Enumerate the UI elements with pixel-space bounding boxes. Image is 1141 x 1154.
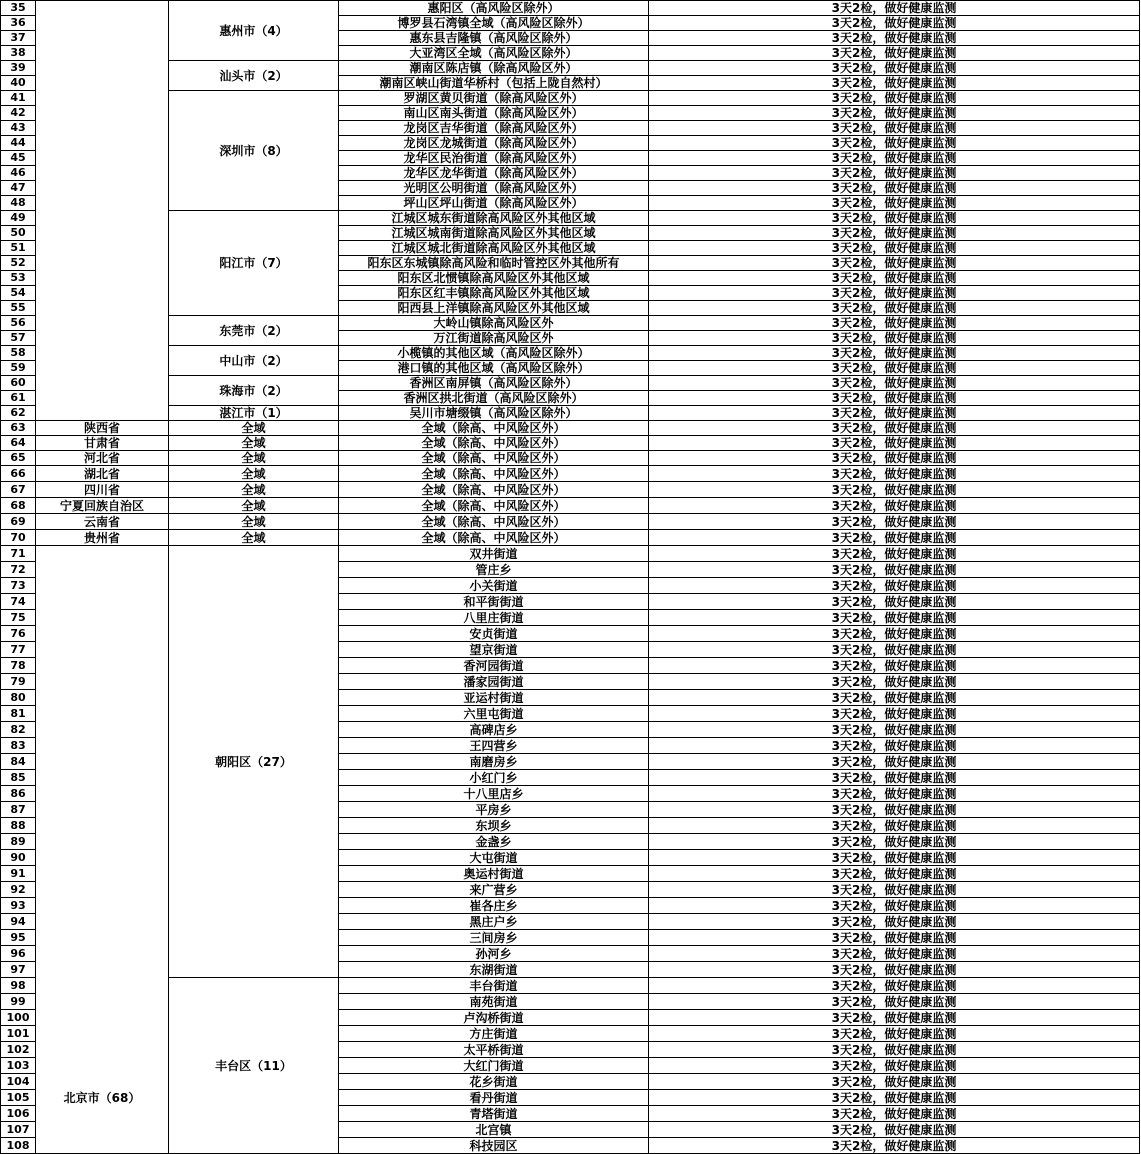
row-number: 84 bbox=[1, 754, 36, 770]
area-cell: 看丹街道 bbox=[339, 1090, 649, 1106]
policy-cell: 3天2检，做好健康监测 bbox=[649, 626, 1140, 642]
policy-cell: 3天2检，做好健康监测 bbox=[649, 1090, 1140, 1106]
area-cell: 全域（除高、中风险区外） bbox=[339, 436, 649, 451]
city-cell: 全域 bbox=[169, 482, 339, 498]
row-number: 76 bbox=[1, 626, 36, 642]
policy-cell: 3天2检，做好健康监测 bbox=[649, 91, 1140, 106]
table-row[interactable] bbox=[1, 1, 1140, 16]
table-row[interactable] bbox=[1, 91, 1140, 106]
policy-cell: 3天2检，做好健康监测 bbox=[649, 738, 1140, 754]
row-number: 65 bbox=[1, 451, 36, 466]
policy-cell: 3天2检，做好健康监测 bbox=[649, 802, 1140, 818]
row-number: 69 bbox=[1, 514, 36, 530]
row-number: 92 bbox=[1, 882, 36, 898]
policy-cell: 3天2检，做好健康监测 bbox=[649, 722, 1140, 738]
city-cell: 珠海市（2） bbox=[169, 376, 339, 406]
policy-cell: 3天2检，做好健康监测 bbox=[649, 594, 1140, 610]
policy-cell: 3天2检，做好健康监测 bbox=[649, 136, 1140, 151]
row-number: 68 bbox=[1, 498, 36, 514]
policy-cell: 3天2检，做好健康监测 bbox=[649, 181, 1140, 196]
row-number: 67 bbox=[1, 482, 36, 498]
table-row[interactable] bbox=[1, 316, 1140, 331]
policy-cell: 3天2检，做好健康监测 bbox=[649, 930, 1140, 946]
province-cell: 云南省 bbox=[36, 514, 169, 530]
area-cell: 金盏乡 bbox=[339, 834, 649, 850]
area-cell: 大屯街道 bbox=[339, 850, 649, 866]
city-cell: 阳江市（7） bbox=[169, 211, 339, 316]
policy-cell: 3天2检，做好健康监测 bbox=[649, 1122, 1140, 1138]
city-cell: 朝阳区（27） bbox=[169, 546, 339, 978]
area-cell: 大岭山镇除高风险区外 bbox=[339, 316, 649, 331]
row-number: 82 bbox=[1, 722, 36, 738]
row-number: 61 bbox=[1, 391, 36, 406]
area-cell: 八里庄街道 bbox=[339, 610, 649, 626]
area-cell: 和平街街道 bbox=[339, 594, 649, 610]
policy-cell: 3天2检，做好健康监测 bbox=[649, 1074, 1140, 1090]
city-cell: 全域 bbox=[169, 530, 339, 546]
area-cell: 南山区南头街道（除高风险区外） bbox=[339, 106, 649, 121]
area-cell: 青塔街道 bbox=[339, 1106, 649, 1122]
row-number: 41 bbox=[1, 91, 36, 106]
table-row[interactable] bbox=[1, 482, 1140, 498]
row-number: 94 bbox=[1, 914, 36, 930]
area-cell: 大亚湾区全域（高风险区除外） bbox=[339, 46, 649, 61]
area-cell: 小榄镇的其他区域（高风险区除外） bbox=[339, 346, 649, 361]
area-cell: 博罗县石湾镇全域（高风险区除外） bbox=[339, 16, 649, 31]
policy-cell: 3天2检，做好健康监测 bbox=[649, 226, 1140, 241]
policy-cell: 3天2检，做好健康监测 bbox=[649, 106, 1140, 121]
area-cell: 东湖街道 bbox=[339, 962, 649, 978]
table-row[interactable] bbox=[1, 451, 1140, 466]
area-cell: 吴川市塘缀镇（高风险区除外） bbox=[339, 406, 649, 421]
row-number: 95 bbox=[1, 930, 36, 946]
policy-cell: 3天2检，做好健康监测 bbox=[649, 786, 1140, 802]
row-number: 50 bbox=[1, 226, 36, 241]
row-number: 96 bbox=[1, 946, 36, 962]
row-number: 39 bbox=[1, 61, 36, 76]
row-number: 85 bbox=[1, 770, 36, 786]
province-cell: 宁夏回族自治区 bbox=[36, 498, 169, 514]
table-row[interactable] bbox=[1, 421, 1140, 436]
row-number: 83 bbox=[1, 738, 36, 754]
city-cell: 全域 bbox=[169, 514, 339, 530]
row-number: 43 bbox=[1, 121, 36, 136]
area-cell: 崔各庄乡 bbox=[339, 898, 649, 914]
row-number: 47 bbox=[1, 181, 36, 196]
area-cell: 小关街道 bbox=[339, 578, 649, 594]
row-number: 74 bbox=[1, 594, 36, 610]
row-number: 81 bbox=[1, 706, 36, 722]
row-number: 62 bbox=[1, 406, 36, 421]
area-cell: 王四营乡 bbox=[339, 738, 649, 754]
area-cell: 龙华区龙华街道（除高风险区外） bbox=[339, 166, 649, 181]
area-cell: 北宫镇 bbox=[339, 1122, 649, 1138]
policy-cell: 3天2检，做好健康监测 bbox=[649, 978, 1140, 994]
area-cell: 管庄乡 bbox=[339, 562, 649, 578]
area-cell: 南磨房乡 bbox=[339, 754, 649, 770]
area-cell: 惠东县吉隆镇（高风险区除外） bbox=[339, 31, 649, 46]
row-number: 60 bbox=[1, 376, 36, 391]
city-cell: 全域 bbox=[169, 498, 339, 514]
area-cell: 香洲区南屏镇（高风险区除外） bbox=[339, 376, 649, 391]
row-number: 45 bbox=[1, 151, 36, 166]
area-cell: 全域（除高、中风险区外） bbox=[339, 421, 649, 436]
area-cell: 阳东区东城镇除高风险和临时管控区外其他所有 bbox=[339, 256, 649, 271]
policy-cell: 3天2检，做好健康监测 bbox=[649, 962, 1140, 978]
row-number: 59 bbox=[1, 361, 36, 376]
policy-cell: 3天2检，做好健康监测 bbox=[649, 421, 1140, 436]
policy-cell: 3天2检，做好健康监测 bbox=[649, 546, 1140, 562]
policy-cell: 3天2检，做好健康监测 bbox=[649, 994, 1140, 1010]
row-number: 52 bbox=[1, 256, 36, 271]
city-cell: 湛江市（1） bbox=[169, 406, 339, 421]
area-cell: 花乡街道 bbox=[339, 1074, 649, 1090]
city-cell: 东莞市（2） bbox=[169, 316, 339, 346]
policy-cell: 3天2检，做好健康监测 bbox=[649, 271, 1140, 286]
policy-cell: 3天2检，做好健康监测 bbox=[649, 482, 1140, 498]
policy-cell: 3天2检，做好健康监测 bbox=[649, 1106, 1140, 1122]
area-cell: 全域（除高、中风险区外） bbox=[339, 451, 649, 466]
table-row[interactable] bbox=[1, 406, 1140, 421]
row-number: 87 bbox=[1, 802, 36, 818]
policy-cell: 3天2检，做好健康监测 bbox=[649, 674, 1140, 690]
policy-cell: 3天2检，做好健康监测 bbox=[649, 882, 1140, 898]
policy-cell: 3天2检，做好健康监测 bbox=[649, 530, 1140, 546]
area-cell: 龙岗区吉华街道（除高风险区外） bbox=[339, 121, 649, 136]
policy-cell: 3天2检，做好健康监测 bbox=[649, 61, 1140, 76]
city-cell: 深圳市（8） bbox=[169, 91, 339, 211]
policy-cell: 3天2检，做好健康监测 bbox=[649, 770, 1140, 786]
policy-cell: 3天2检，做好健康监测 bbox=[649, 818, 1140, 834]
row-number: 75 bbox=[1, 610, 36, 626]
policy-cell: 3天2检，做好健康监测 bbox=[649, 610, 1140, 626]
area-cell: 科技园区 bbox=[339, 1138, 649, 1154]
city-cell: 全域 bbox=[169, 436, 339, 451]
policy-cell: 3天2检，做好健康监测 bbox=[649, 31, 1140, 46]
policy-cell: 3天2检，做好健康监测 bbox=[649, 562, 1140, 578]
area-cell: 高碑店乡 bbox=[339, 722, 649, 738]
policy-cell: 3天2检，做好健康监测 bbox=[649, 301, 1140, 316]
city-cell: 全域 bbox=[169, 421, 339, 436]
row-number: 54 bbox=[1, 286, 36, 301]
area-cell: 卢沟桥街道 bbox=[339, 1010, 649, 1026]
row-number: 40 bbox=[1, 76, 36, 91]
row-number: 63 bbox=[1, 421, 36, 436]
area-cell: 黑庄户乡 bbox=[339, 914, 649, 930]
table-row[interactable] bbox=[1, 211, 1140, 226]
row-number: 53 bbox=[1, 271, 36, 286]
area-cell: 阳东区红丰镇除高风险区外其他区域 bbox=[339, 286, 649, 301]
table-row[interactable] bbox=[1, 530, 1140, 546]
policy-cell: 3天2检，做好健康监测 bbox=[649, 946, 1140, 962]
table-row[interactable] bbox=[1, 498, 1140, 514]
row-number: 103 bbox=[1, 1058, 36, 1074]
area-cell: 潘家园街道 bbox=[339, 674, 649, 690]
row-number: 91 bbox=[1, 866, 36, 882]
row-number: 73 bbox=[1, 578, 36, 594]
city-cell: 惠州市（4） bbox=[169, 1, 339, 61]
policy-cell: 3天2检，做好健康监测 bbox=[649, 361, 1140, 376]
row-number: 100 bbox=[1, 1010, 36, 1026]
policy-cell: 3天2检，做好健康监测 bbox=[649, 376, 1140, 391]
policy-table-body bbox=[1, 1, 1140, 1154]
row-number: 49 bbox=[1, 211, 36, 226]
area-cell: 丰台街道 bbox=[339, 978, 649, 994]
row-number: 107 bbox=[1, 1122, 36, 1138]
policy-cell: 3天2检，做好健康监测 bbox=[649, 286, 1140, 301]
policy-cell: 3天2检，做好健康监测 bbox=[649, 151, 1140, 166]
city-cell: 全域 bbox=[169, 451, 339, 466]
row-number: 46 bbox=[1, 166, 36, 181]
row-number: 71 bbox=[1, 546, 36, 562]
area-cell: 安贞街道 bbox=[339, 626, 649, 642]
area-cell: 来广营乡 bbox=[339, 882, 649, 898]
policy-cell: 3天2检，做好健康监测 bbox=[649, 331, 1140, 346]
policy-cell: 3天2检，做好健康监测 bbox=[649, 436, 1140, 451]
row-number: 72 bbox=[1, 562, 36, 578]
policy-cell: 3天2检，做好健康监测 bbox=[649, 914, 1140, 930]
area-cell: 东坝乡 bbox=[339, 818, 649, 834]
area-cell: 太平桥街道 bbox=[339, 1042, 649, 1058]
area-cell: 十八里店乡 bbox=[339, 786, 649, 802]
row-number: 44 bbox=[1, 136, 36, 151]
row-number: 105 bbox=[1, 1090, 36, 1106]
row-number: 89 bbox=[1, 834, 36, 850]
table-row[interactable] bbox=[1, 436, 1140, 451]
policy-cell: 3天2检，做好健康监测 bbox=[649, 166, 1140, 181]
policy-cell: 3天2检，做好健康监测 bbox=[649, 898, 1140, 914]
policy-cell: 3天2检，做好健康监测 bbox=[649, 658, 1140, 674]
row-number: 99 bbox=[1, 994, 36, 1010]
row-number: 93 bbox=[1, 898, 36, 914]
area-cell: 潮南区陈店镇（除高风险区外） bbox=[339, 61, 649, 76]
policy-cell: 3天2检，做好健康监测 bbox=[649, 76, 1140, 91]
area-cell: 奥运村街道 bbox=[339, 866, 649, 882]
policy-cell: 3天2检，做好健康监测 bbox=[649, 754, 1140, 770]
row-number: 86 bbox=[1, 786, 36, 802]
policy-cell: 3天2检，做好健康监测 bbox=[649, 211, 1140, 226]
policy-cell: 3天2检，做好健康监测 bbox=[649, 1138, 1140, 1154]
policy-cell: 3天2检，做好健康监测 bbox=[649, 850, 1140, 866]
table-row[interactable] bbox=[1, 61, 1140, 76]
row-number: 98 bbox=[1, 978, 36, 994]
row-number: 78 bbox=[1, 658, 36, 674]
policy-cell: 3天2检，做好健康监测 bbox=[649, 706, 1140, 722]
province-cell: 甘肃省 bbox=[36, 436, 169, 451]
table-row[interactable] bbox=[1, 978, 1140, 994]
row-number: 101 bbox=[1, 1026, 36, 1042]
row-number: 36 bbox=[1, 16, 36, 31]
area-cell: 龙华区民治街道（除高风险区外） bbox=[339, 151, 649, 166]
policy-cell: 3天2检，做好健康监测 bbox=[649, 514, 1140, 530]
row-number: 70 bbox=[1, 530, 36, 546]
table-row[interactable] bbox=[1, 466, 1140, 482]
area-cell: 全域（除高、中风险区外） bbox=[339, 514, 649, 530]
area-cell: 六里屯街道 bbox=[339, 706, 649, 722]
area-cell: 望京街道 bbox=[339, 642, 649, 658]
row-number: 55 bbox=[1, 301, 36, 316]
province-cell: 陕西省 bbox=[36, 421, 169, 436]
policy-cell: 3天2检，做好健康监测 bbox=[649, 241, 1140, 256]
province-cell: 四川省 bbox=[36, 482, 169, 498]
policy-cell: 3天2检，做好健康监测 bbox=[649, 121, 1140, 136]
row-number: 48 bbox=[1, 196, 36, 211]
row-number: 64 bbox=[1, 436, 36, 451]
area-cell: 阳西县上洋镇除高风险区外其他区域 bbox=[339, 301, 649, 316]
area-cell: 孙河乡 bbox=[339, 946, 649, 962]
area-cell: 惠阳区（高风险区除外） bbox=[339, 1, 649, 16]
policy-cell: 3天2检，做好健康监测 bbox=[649, 466, 1140, 482]
table-row[interactable] bbox=[1, 546, 1140, 562]
area-cell: 港口镇的其他区域（高风险区除外） bbox=[339, 361, 649, 376]
row-number: 42 bbox=[1, 106, 36, 121]
area-cell: 方庄街道 bbox=[339, 1026, 649, 1042]
province-cell: 河北省 bbox=[36, 451, 169, 466]
policy-cell: 3天2检，做好健康监测 bbox=[649, 1042, 1140, 1058]
area-cell: 江城区城东街道除高风险区外其他区域 bbox=[339, 211, 649, 226]
row-number: 102 bbox=[1, 1042, 36, 1058]
row-number: 106 bbox=[1, 1106, 36, 1122]
policy-cell: 3天2检，做好健康监测 bbox=[649, 690, 1140, 706]
row-number: 90 bbox=[1, 850, 36, 866]
area-cell: 南苑街道 bbox=[339, 994, 649, 1010]
policy-cell: 3天2检，做好健康监测 bbox=[649, 256, 1140, 271]
row-number: 35 bbox=[1, 1, 36, 16]
row-number: 56 bbox=[1, 316, 36, 331]
table-row[interactable] bbox=[1, 346, 1140, 361]
area-cell: 罗湖区黄贝街道（除高风险区外） bbox=[339, 91, 649, 106]
area-cell: 光明区公明街道（除高风险区外） bbox=[339, 181, 649, 196]
area-cell: 亚运村街道 bbox=[339, 690, 649, 706]
area-cell: 双井街道 bbox=[339, 546, 649, 562]
row-number: 79 bbox=[1, 674, 36, 690]
province-cell bbox=[36, 1, 169, 421]
area-cell: 香洲区拱北街道（高风险区除外） bbox=[339, 391, 649, 406]
row-number: 108 bbox=[1, 1138, 36, 1154]
policy-cell: 3天2检，做好健康监测 bbox=[649, 46, 1140, 61]
policy-cell: 3天2检，做好健康监测 bbox=[649, 642, 1140, 658]
policy-cell: 3天2检，做好健康监测 bbox=[649, 1010, 1140, 1026]
area-cell: 全域（除高、中风险区外） bbox=[339, 482, 649, 498]
area-cell: 三间房乡 bbox=[339, 930, 649, 946]
policy-cell: 3天2检，做好健康监测 bbox=[649, 316, 1140, 331]
table-row[interactable] bbox=[1, 514, 1140, 530]
policy-cell: 3天2检，做好健康监测 bbox=[649, 1058, 1140, 1074]
city-cell: 中山市（2） bbox=[169, 346, 339, 376]
province-cell: 北京市（68） bbox=[36, 546, 169, 1154]
area-cell: 全域（除高、中风险区外） bbox=[339, 498, 649, 514]
policy-cell: 3天2检，做好健康监测 bbox=[649, 196, 1140, 211]
area-cell: 万江街道除高风险区外 bbox=[339, 331, 649, 346]
city-cell: 全域 bbox=[169, 466, 339, 482]
area-cell: 平房乡 bbox=[339, 802, 649, 818]
policy-cell: 3天2检，做好健康监测 bbox=[649, 1026, 1140, 1042]
area-cell: 大红门街道 bbox=[339, 1058, 649, 1074]
province-cell: 贵州省 bbox=[36, 530, 169, 546]
city-cell: 丰台区（11） bbox=[169, 978, 339, 1154]
policy-cell: 3天2检，做好健康监测 bbox=[649, 1, 1140, 16]
row-number: 38 bbox=[1, 46, 36, 61]
area-cell: 小红门乡 bbox=[339, 770, 649, 786]
policy-cell: 3天2检，做好健康监测 bbox=[649, 406, 1140, 421]
row-number: 80 bbox=[1, 690, 36, 706]
policy-cell: 3天2检，做好健康监测 bbox=[649, 498, 1140, 514]
area-cell: 全域（除高、中风险区外） bbox=[339, 466, 649, 482]
row-number: 88 bbox=[1, 818, 36, 834]
row-number: 66 bbox=[1, 466, 36, 482]
area-cell: 全域（除高、中风险区外） bbox=[339, 530, 649, 546]
area-cell: 阳东区北惯镇除高风险区外其他区域 bbox=[339, 271, 649, 286]
row-number: 77 bbox=[1, 642, 36, 658]
policy-cell: 3天2检，做好健康监测 bbox=[649, 346, 1140, 361]
city-cell: 汕头市（2） bbox=[169, 61, 339, 91]
row-number: 58 bbox=[1, 346, 36, 361]
row-number: 37 bbox=[1, 31, 36, 46]
area-cell: 香河园街道 bbox=[339, 658, 649, 674]
policy-cell: 3天2检，做好健康监测 bbox=[649, 834, 1140, 850]
area-cell: 江城区城北街道除高风险区外其他区域 bbox=[339, 241, 649, 256]
policy-cell: 3天2检，做好健康监测 bbox=[649, 16, 1140, 31]
row-number: 97 bbox=[1, 962, 36, 978]
row-number: 104 bbox=[1, 1074, 36, 1090]
province-cell: 湖北省 bbox=[36, 466, 169, 482]
table-row[interactable] bbox=[1, 376, 1140, 391]
area-cell: 龙岗区龙城街道（除高风险区外） bbox=[339, 136, 649, 151]
area-cell: 江城区城南街道除高风险区外其他区域 bbox=[339, 226, 649, 241]
area-cell: 坪山区坪山街道（除高风险区外） bbox=[339, 196, 649, 211]
row-number: 57 bbox=[1, 331, 36, 346]
area-cell: 潮南区峡山街道华桥村（包括上陇自然村） bbox=[339, 76, 649, 91]
policy-cell: 3天2检，做好健康监测 bbox=[649, 866, 1140, 882]
policy-cell: 3天2检，做好健康监测 bbox=[649, 391, 1140, 406]
policy-cell: 3天2检，做好健康监测 bbox=[649, 578, 1140, 594]
policy-cell: 3天2检，做好健康监测 bbox=[649, 451, 1140, 466]
row-number: 51 bbox=[1, 241, 36, 256]
